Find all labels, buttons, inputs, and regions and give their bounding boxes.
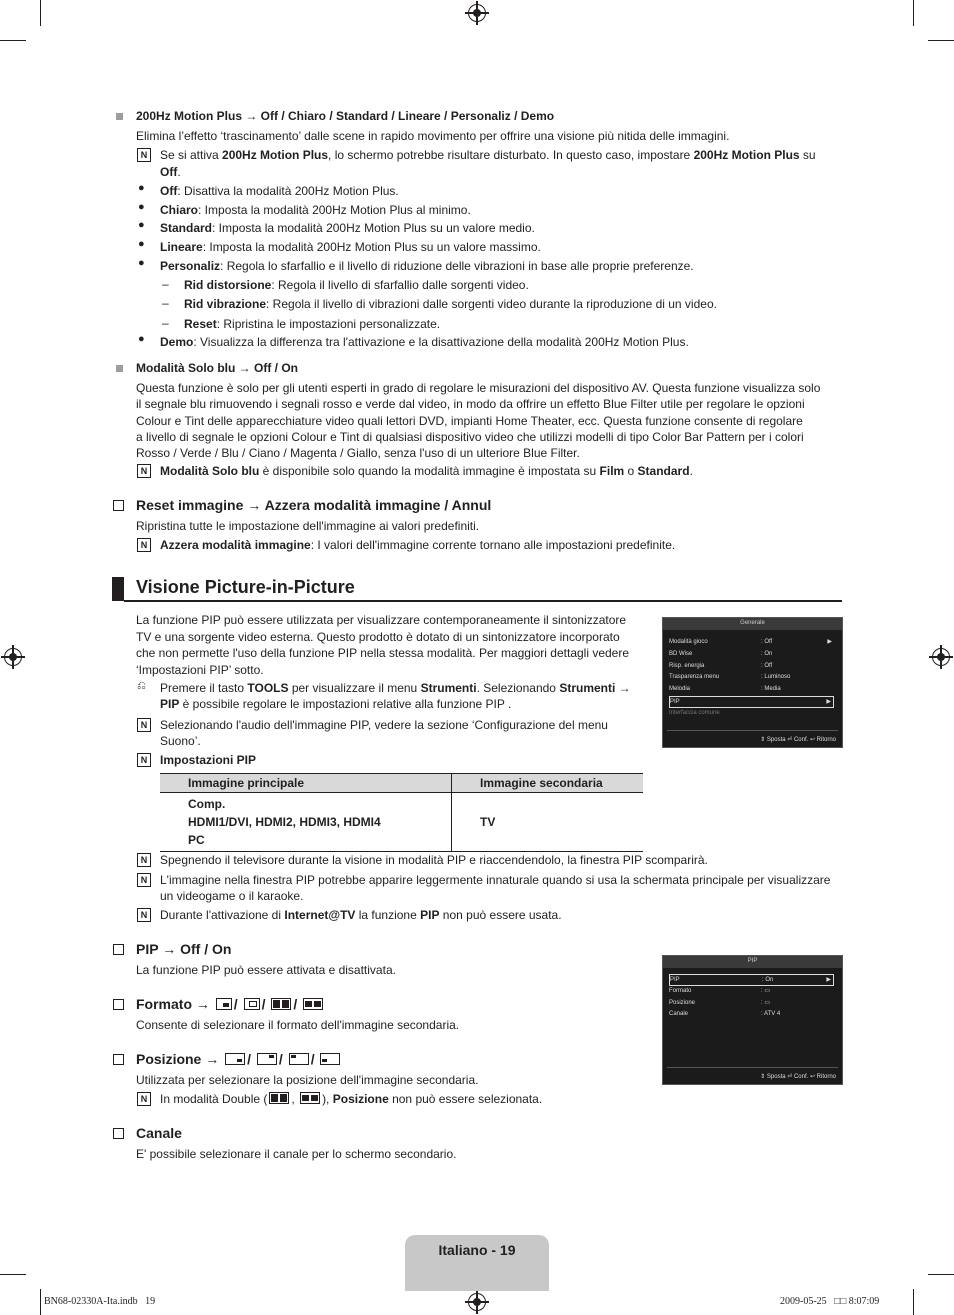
reset-desc: Ripristina tutte le impostazione dell'immagine ai valori predefiniti. bbox=[136, 519, 480, 533]
motion-bullet-item: Off: Disattiva la modalità 200Hz Motion Plus. bbox=[160, 184, 399, 198]
checkbox-bullet-icon bbox=[113, 500, 124, 511]
pip-onoff-heading: PIP → Off / On bbox=[136, 941, 232, 957]
pip-onoff-desc: La funzione PIP può essere attivata e disattivata. bbox=[136, 963, 396, 977]
crop-mark bbox=[40, 1289, 41, 1315]
registration-mark-icon bbox=[4, 648, 22, 666]
pip-note-2-cont: un videogame o il karaoke. bbox=[160, 889, 304, 903]
pip-settings-label: Impostazioni PIP bbox=[160, 753, 257, 767]
note-icon: N bbox=[137, 753, 151, 767]
canale-desc: E' possibile selezionare il canale per lo schermo secondario. bbox=[136, 1147, 457, 1161]
note-icon: N bbox=[137, 1092, 151, 1106]
checkbox-bullet-icon bbox=[113, 1128, 124, 1139]
screen-footer: ⇕ Sposta ⏎ Conf. ↩ Ritorno bbox=[760, 737, 836, 743]
screen-menu-item: Posizione : ▭ bbox=[669, 999, 771, 1006]
section-title: Visione Picture-in-Picture bbox=[136, 577, 355, 597]
crop-mark bbox=[40, 0, 41, 26]
table-header-sub: Immagine secondaria bbox=[452, 774, 644, 793]
screen-footer: ⇕ Sposta ⏎ Conf. ↩ Ritorno bbox=[760, 1074, 836, 1080]
section-rule bbox=[124, 600, 842, 602]
canale-heading: Canale bbox=[136, 1125, 182, 1141]
checkbox-bullet-icon bbox=[113, 1054, 124, 1065]
note-icon: N bbox=[137, 148, 151, 162]
pip-intro-line: che non permette l'uso della funzione PIP nella stessa modalità. Per maggiori dettagli vedere bbox=[136, 646, 630, 660]
position-bottom-right-icon bbox=[225, 1053, 245, 1065]
note-icon: N bbox=[137, 873, 151, 887]
screen-menu-item: Interfaccia comune bbox=[669, 709, 720, 716]
checkbox-bullet-icon bbox=[113, 999, 124, 1010]
crop-mark bbox=[0, 40, 26, 41]
formato-desc: Consente di selezionare il formato dell'immagine secondaria. bbox=[136, 1018, 460, 1032]
round-bullet-icon: ● bbox=[138, 219, 145, 231]
crop-mark bbox=[913, 0, 914, 26]
format-large-icon bbox=[244, 998, 260, 1010]
registration-mark-icon bbox=[932, 648, 950, 666]
screen-menu-item: Formato : ▭ bbox=[669, 987, 771, 994]
round-bullet-icon: ● bbox=[138, 182, 145, 194]
registration-mark-icon bbox=[468, 4, 486, 22]
crop-mark bbox=[928, 40, 954, 41]
motion-bullet-item: Personaliz: Regola lo sfarfallio e il livello di riduzione delle vibrazioni in base alle proprie preferenze. bbox=[160, 259, 694, 273]
screen-footer-rule bbox=[667, 730, 838, 731]
double-a-icon bbox=[269, 1092, 289, 1104]
posizione-note: In modalità Double ( , ), Posizione non può essere selezionata. bbox=[160, 1092, 543, 1106]
blue-desc-line: Rosso / Verde / Blu / Ciano / Magenta / Giallo, senza l'uso di un ulteriore Blue Filter. bbox=[136, 446, 580, 461]
motion-bullet-item: Lineare: Imposta la modalità 200Hz Motion Plus su un valore massimo. bbox=[160, 240, 541, 254]
posizione-heading: Posizione → / / / bbox=[136, 1051, 342, 1067]
motion-bullet-item: Standard: Imposta la modalità 200Hz Motion Plus su un valore medio. bbox=[160, 221, 535, 235]
note-icon: N bbox=[137, 538, 151, 552]
round-bullet-icon: ● bbox=[138, 238, 145, 250]
table-cell-sub: TV bbox=[452, 793, 644, 852]
motion-bullet-item: Chiaro: Imposta la modalità 200Hz Motion Plus al minimo. bbox=[160, 203, 471, 217]
square-bullet-icon bbox=[116, 365, 123, 372]
page-label: Italiano - 19 bbox=[438, 1242, 516, 1258]
formato-heading: Formato → / / / bbox=[136, 996, 325, 1012]
blue-desc-line: Questa funzione è solo per gli utenti esperti in grado di regolare le misurazioni del dispositivo AV. Questa funzione visualizza solo bbox=[136, 381, 821, 395]
format-small-icon bbox=[216, 998, 232, 1010]
format-double-a-icon bbox=[271, 998, 291, 1010]
checkbox-bullet-icon bbox=[113, 944, 124, 955]
motion-sub-item: Reset: Ripristina le impostazioni personalizzate. bbox=[184, 317, 441, 331]
table-header-main: Immagine principale bbox=[160, 774, 452, 793]
table-cell-main: Comp. HDMI1/DVI, HDMI2, HDMI3, HDMI4 PC bbox=[160, 793, 452, 852]
crop-mark bbox=[913, 1289, 914, 1315]
motion-sub-item: Rid distorsione: Regola il livello di sfarfallio dalle sorgenti video. bbox=[184, 278, 529, 292]
round-bullet-icon: ● bbox=[138, 201, 145, 213]
footer-timestamp: 2009-05-25 □□ 8:07:09 bbox=[780, 1296, 880, 1307]
blue-heading: Modalità Solo blu → Off / On bbox=[136, 361, 298, 375]
crop-mark bbox=[0, 1274, 26, 1275]
tools-icon: ⎌ bbox=[137, 680, 146, 692]
posizione-desc: Utilizzata per selezionare la posizione dell'immagine secondaria. bbox=[136, 1073, 479, 1087]
round-bullet-icon: ● bbox=[138, 257, 145, 269]
registration-mark-icon bbox=[468, 1293, 486, 1311]
screen-menu-item: Trasparenza menu : Luminoso bbox=[669, 674, 791, 681]
motion-heading: 200Hz Motion Plus → Off / Chiaro / Standard / Lineare / Personaliz / Demo bbox=[136, 109, 555, 123]
crop-mark bbox=[928, 1274, 954, 1275]
pip-note-2: L'immagine nella finestra PIP potrebbe apparire leggermente innaturale quando si usa la schermata principale per visualizzare bbox=[160, 873, 831, 887]
section-title-bar bbox=[112, 577, 124, 601]
screen-menu-item: PIP : On ▶ bbox=[669, 974, 834, 986]
motion-sub-item: Rid vibrazione: Regola il livello di vibrazioni dalle sorgenti video durante la riproduzione di un video. bbox=[184, 297, 717, 311]
note-icon: N bbox=[137, 464, 151, 478]
screen-menu-item: Modalità gioco : Off ▶ bbox=[669, 639, 832, 645]
position-bottom-left-icon bbox=[320, 1053, 340, 1065]
internet-note: Durante l'attivazione di Internet@TV la funzione PIP non può essere usata. bbox=[160, 908, 562, 922]
triangle-right-icon: ▶ bbox=[826, 699, 831, 705]
motion-desc: Elimina l’effetto ‘trascinamento’ dalle scene in rapido movimento per offrire una visione più nitida delle immagini. bbox=[136, 129, 730, 143]
motion-demo-item: Demo: Visualizza la differenza tra l'attivazione e la disattivazione della modalità 200Hz Motion Plus. bbox=[160, 335, 689, 349]
footer-file-info: BN68-02330A-Ita.indb 19 bbox=[44, 1296, 156, 1307]
screen-menu-item: Canale : ATV 4 bbox=[669, 1011, 781, 1018]
screen-title: Generale bbox=[740, 620, 765, 626]
blue-desc-line: il segnale blu rimuovendo i segnali rosso e verde dal video, in modo da offrire un effetto Blue Filter utile per regolare le opzioni bbox=[136, 397, 805, 412]
dash-bullet-icon: – bbox=[162, 277, 169, 291]
blue-desc-line: a livello di segnale le opzioni Colour e Tint di qualsiasi dispositivo video che utilizzi modelli di tipo Color Bar Pattern per i colori bbox=[136, 429, 804, 444]
dash-bullet-icon: – bbox=[162, 316, 169, 330]
motion-note: Se si attiva 200Hz Motion Plus, lo schermo potrebbe risultare disturbato. In questo caso, impostare 200Hz Motion Plus su bbox=[160, 148, 816, 162]
pip-intro-line: TV e una sorgente video esterna. Questo prodotto è dotato di un sintonizzatore incorporato bbox=[136, 629, 620, 644]
screen-title: PIP bbox=[747, 958, 758, 964]
double-b-icon bbox=[300, 1092, 320, 1104]
tv-menu-screenshot-generale bbox=[662, 617, 843, 748]
pip-note-1: Spegnendo il televisore durante la visione in modalità PIP e riaccendendolo, la finestra PIP scomparirà. bbox=[160, 853, 708, 867]
screen-menu-item: PIP ▶ bbox=[669, 696, 834, 708]
note-icon: N bbox=[137, 908, 151, 922]
note-icon: N bbox=[137, 853, 151, 867]
format-double-b-icon bbox=[303, 998, 323, 1010]
screen-menu-item: Melodia : Media bbox=[669, 686, 781, 693]
pip-intro-line: La funzione PIP può essere utilizzata per visualizzare contemporaneamente il sintonizzatore bbox=[136, 613, 627, 627]
dash-bullet-icon: – bbox=[162, 296, 169, 310]
motion-note-cont: Off. bbox=[160, 165, 181, 179]
triangle-right-icon: ▶ bbox=[826, 977, 831, 983]
reset-heading: Reset immagine → Azzera modalità immagine / Annul bbox=[136, 497, 492, 513]
position-top-left-icon bbox=[289, 1053, 309, 1065]
screen-menu-item: BD Wise : On bbox=[669, 650, 773, 657]
audio-note-1: Selezionando l'audio dell'immagine PIP, vedere la sezione ‘Configurazione del menu bbox=[160, 718, 608, 732]
tools-note-cont: PIP è possibile regolare le impostazioni relative alla funzione PIP . bbox=[160, 697, 512, 711]
tools-note: Premere il tasto TOOLS per visualizzare il menu Strumenti. Selezionando Strumenti → bbox=[160, 681, 631, 695]
audio-note-2: Suono’. bbox=[160, 734, 201, 748]
reset-note: Azzera modalità immagine: I valori dell'immagine corrente tornano alle impostazioni predefinite. bbox=[160, 538, 676, 552]
round-bullet-icon: ● bbox=[138, 333, 145, 345]
square-bullet-icon bbox=[116, 113, 123, 120]
pip-intro-line: ‘Impostazioni PIP’ sotto. bbox=[136, 662, 264, 677]
screen-menu-item: Risp. energia : Off bbox=[669, 662, 773, 669]
note-icon: N bbox=[137, 718, 151, 732]
position-top-right-icon bbox=[257, 1053, 277, 1065]
tv-menu-screenshot-pip bbox=[662, 955, 843, 1085]
pip-settings-table bbox=[160, 773, 643, 852]
triangle-right-icon: ▶ bbox=[827, 639, 832, 645]
blue-note: Modalità Solo blu è disponibile solo quando la modalità immagine è impostata su Film o Standard. bbox=[160, 464, 693, 478]
screen-footer-rule bbox=[667, 1067, 838, 1068]
blue-desc-line: Colour e Tint delle apparecchiature video quali lettori DVD, impianti Home Theater, ecc. Questa funzione consente di regolare bbox=[136, 413, 803, 428]
